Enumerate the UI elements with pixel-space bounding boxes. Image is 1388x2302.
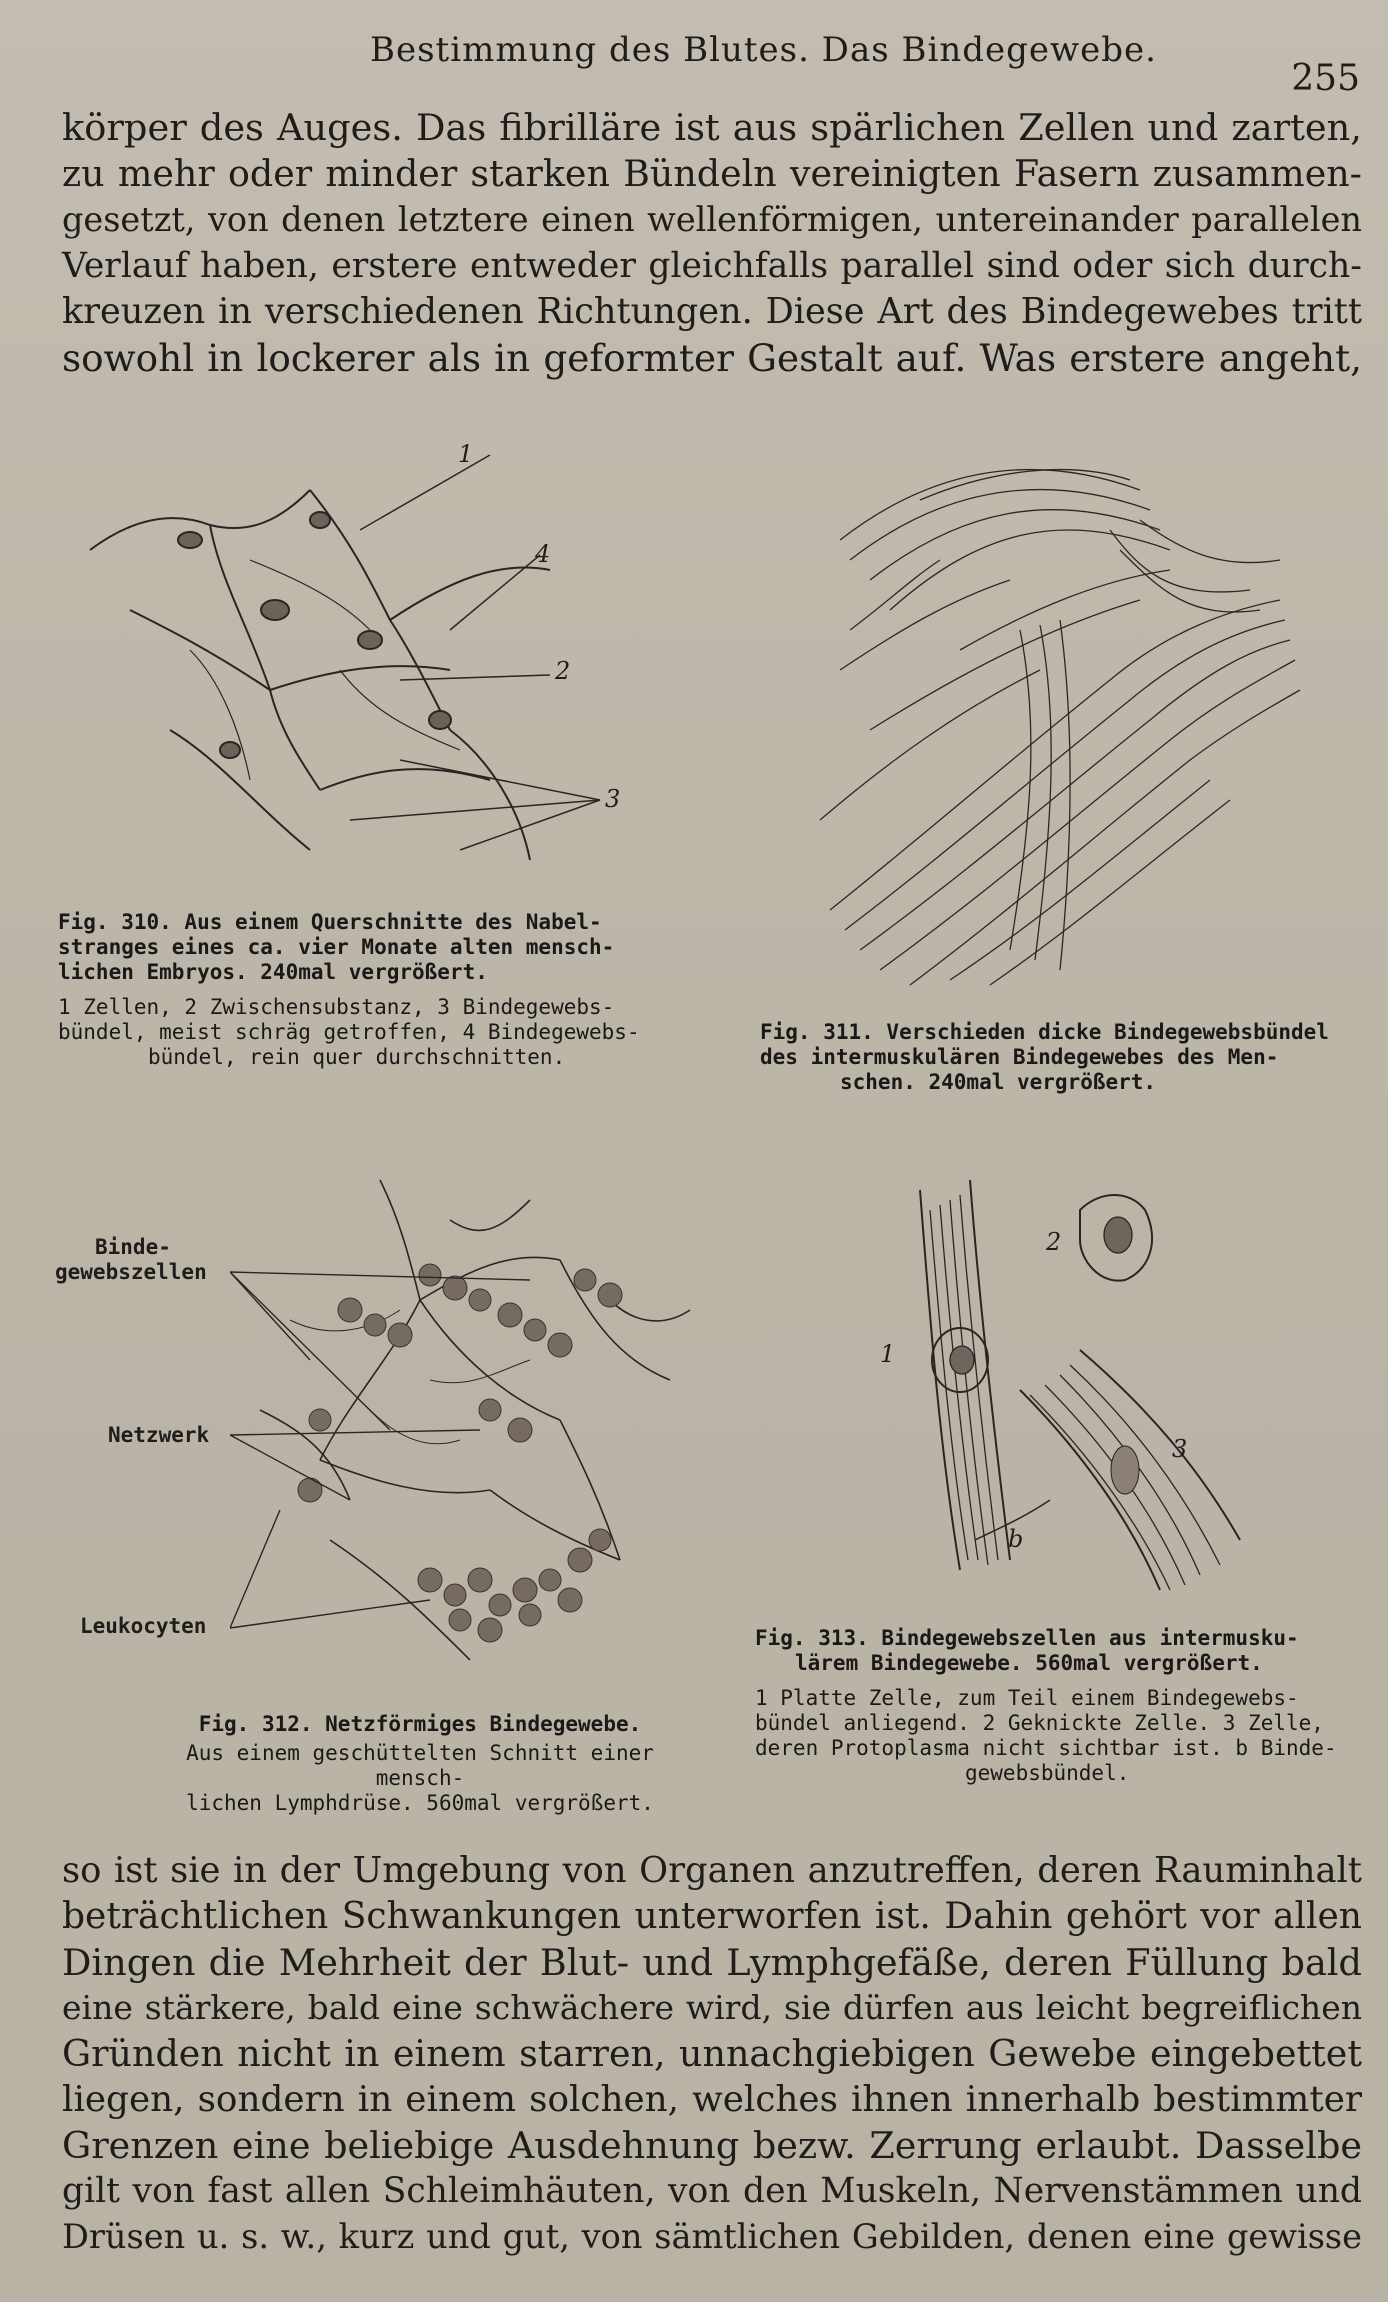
caption-line: des intermuskulären Bindegewebes des Men- — [760, 1045, 1279, 1069]
text-line: Drüsen u. s. w., kurz und gut, von sämtlichen Gebilden, denen eine gewisse — [62, 2217, 1362, 2257]
text-line: Verlauf haben, erstere entweder gleichfalls parallel sind oder sich durch- — [62, 246, 1362, 286]
text-line: Dingen die Mehrheit der Blut- und Lymphgefäße, deren Füllung bald — [62, 1940, 1362, 1984]
caption-legend-line: bündel anliegend. 2 Geknickte Zelle. 3 Zelle, — [755, 1711, 1324, 1735]
caption-line: lärem Bindegewebe. 560mal vergrößert. — [795, 1651, 1263, 1675]
text-line: körper des Auges. Das fibrilläre ist aus spärlichen Zellen und zarten, — [62, 106, 1362, 149]
label-line: gewebszellen — [55, 1260, 207, 1284]
caption-legend-line: 1 Zellen, 2 Zwischensubstanz, 3 Bindegewebs- — [58, 995, 615, 1019]
figure-310-caption — [58, 910, 678, 1070]
figure-312-pointer-lines — [230, 1250, 530, 1670]
figure-311-illustration — [810, 430, 1310, 990]
caption-legend-line: Aus einem geschüttelten Schnitt einer mensch- — [186, 1741, 654, 1790]
text-line: Grenzen eine beliebige Ausdehnung bezw. Zerrung erlaubt. Dasselbe — [62, 2123, 1362, 2167]
page-number: 255 — [1291, 58, 1360, 99]
caption-line: stranges eines ca. vier Monate alten mensch- — [58, 935, 615, 959]
figure-313-caption — [755, 1626, 1355, 1786]
caption-line: schen. 240mal vergrößert. — [840, 1070, 1157, 1094]
figure-313-number-1: 1 — [880, 1340, 896, 1368]
caption-legend-line: deren Protoplasma nicht sichtbar ist. b Binde- — [755, 1736, 1337, 1760]
figure-310-number-1: 1 — [458, 440, 474, 468]
paragraph-bottom — [62, 1848, 1362, 2260]
text-line: liegen, sondern in einem solchen, welches ihnen innerhalb bestimmter — [62, 2078, 1362, 2120]
text-line: zu mehr oder minder starken Bündeln vereinigten Fasern zusammen- — [62, 152, 1362, 195]
caption-legend-line: bündel, rein quer durchschnitten. — [148, 1045, 566, 1069]
caption-line: Fig. 310. Aus einem Querschnitte des Nabel- — [58, 910, 602, 934]
caption-line: Fig. 311. Verschieden dicke Bindegewebsbündel — [760, 1020, 1329, 1044]
figure-310-number-4: 4 — [535, 540, 551, 568]
figure-313-number-3: 3 — [1172, 1435, 1188, 1463]
caption-line: Fig. 313. Bindegewebszellen aus intermusku- — [755, 1626, 1299, 1650]
caption-legend-line: 1 Platte Zelle, zum Teil einem Bindegewebs- — [755, 1686, 1299, 1710]
figure-313-illustration — [900, 1170, 1260, 1610]
caption-line: Fig. 312. Netzförmiges Bindegewebe. — [198, 1712, 642, 1736]
text-line: so ist sie in der Umgebung von Organen anzutreffen, deren Rauminhalt — [62, 1850, 1362, 1891]
caption-line: lichen Embryos. 240mal vergrößert. — [58, 960, 488, 984]
figure-311-caption — [760, 1020, 1360, 1095]
caption-legend-line: bündel, meist schräg getroffen, 4 Bindegewebs- — [58, 1020, 640, 1044]
paragraph-top — [62, 105, 1362, 381]
figure-313-label-b: b — [1008, 1525, 1024, 1553]
figure-313-number-2: 2 — [1046, 1228, 1062, 1256]
figure-312-caption — [160, 1712, 680, 1816]
text-line: gesetzt, von denen letztere einen wellenförmigen, untereinander parallelen — [62, 200, 1362, 239]
label-line: Binde- — [95, 1235, 171, 1259]
text-line: sowohl in lockerer als in geformter Gestalt auf. Was erstere angeht, — [62, 336, 1362, 380]
caption-legend-line: gewebsbündel. — [965, 1761, 1130, 1785]
figure-310-number-2: 2 — [555, 657, 571, 685]
text-line: beträchtlichen Schwankungen unterworfen ist. Dahin gehört vor allen — [62, 1895, 1362, 1937]
running-head: Bestimmung des Blutes. Das Bindegewebe. — [370, 30, 1157, 70]
text-line: Gründen nicht in einem starren, unnachgiebigen Gewebe eingebettet — [62, 2032, 1362, 2076]
label-leukocyten: Leukocyten — [80, 1614, 207, 1638]
caption-legend-line: lichen Lymphdrüse. 560mal vergrößert. — [186, 1791, 654, 1815]
label-netzwerk: Netzwerk — [108, 1423, 210, 1447]
text-line: eine stärkere, bald eine schwächere wird, sie dürfen aus leicht begreiflichen — [62, 1988, 1362, 2028]
text-line: kreuzen in verschiedenen Richtungen. Diese Art des Bindegewebes tritt — [62, 291, 1362, 332]
text-line: gilt von fast allen Schleimhäuten, von den Muskeln, Nervenstämmen und — [62, 2170, 1362, 2211]
label-bindegewebszellen — [55, 1235, 207, 1285]
figure-310-number-3: 3 — [605, 785, 621, 813]
